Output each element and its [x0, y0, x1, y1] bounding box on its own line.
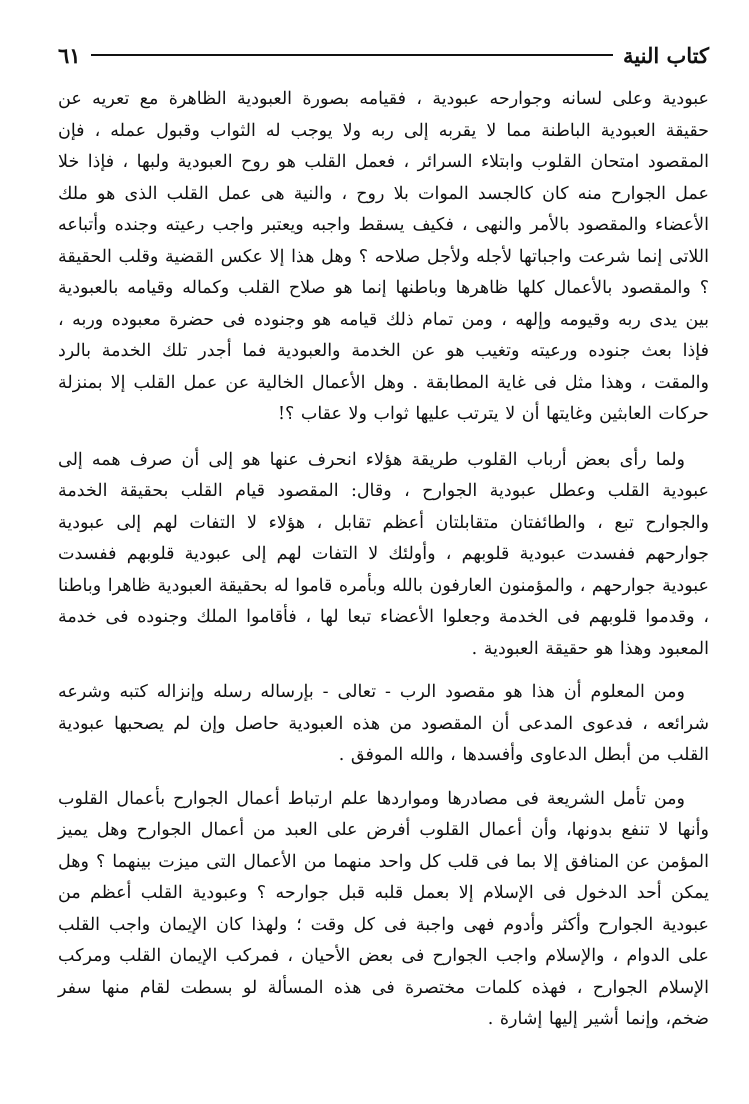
paragraph-2: ولما رأى بعض أرباب القلوب طريقة هؤلاء انحرف عنها هو إلى أن صرف همه إلى عبودية القلب وعطل عبودية الجوارح ، وقال: المقصود قيام القلب بحقيقة الخدمة والجوارح تبع ، والطائفتان متقابلتان أعظم تقابل ، هؤلاء لا التفات لهم إلى عبودية جوارحهم ففسدت عبودية قلوبهم ، وأولئك لا التفات لهم إلى عبودية قلوبهم ففسدت عبودية جوارحهم ، والمؤمنون العارفون بالله وبأمره قاموا له بحقيقة العبودية ظاهرا وباطنا ، وقدموا قلوبهم فى الخدمة وجعلوا الأعضاء تبعا لها ، فأقاموا الملك وجنوده فى خدمة المعبود وهذا هو حقيقة العبودية . [58, 449, 709, 659]
page-body [58, 84, 709, 1036]
page-number: ٦١ [58, 42, 81, 68]
paragraph-4: ومن تأمل الشريعة فى مصادرها ومواردها علم ارتباط أعمال الجوارح بأعمال القلوب وأنها لا تنفع بدونها، وأن أعمال القلوب أفرض على العبد من أعمال الجوارح وهل يميز المؤمن عن المنافق إلا بما فى قلب كل واحد منهما من الأعمال التى ميزت بينهما ؟ وهل يمكن أحد الدخول فى الإسلام إلا بعمل قلبه قبل جوارحه ؟ وعبودية القلب أعظم من عبودية الجوارح وأكثر وأدوم فهى واجبة فى كل وقت ؛ ولهذا كان الإيمان واجب القلب على الدوام ، والإسلام واجب الجوارح فى بعض الأحيان ، فمركب الإيمان القلب ومركب الإسلام الجوارح ، فهذه كلمات مختصرة فى هذه المسألة لو بسطت لقام منها سفر ضخم، وإنما أشير إليها إشارة . [58, 788, 709, 1029]
paragraph-3: ومن المعلوم أن هذا هو مقصود الرب - تعالى - بإرساله رسله وإنزاله كتبه وشرعه شرائعه ، فدعوى المدعى أن المقصود من هذه العبودية حاصل وإن لم يصحبها عبودية القلب من أبطل الدعاوى وأفسدها ، والله الموفق . [58, 682, 709, 765]
book-title: كتاب النية [623, 42, 709, 68]
page-header [58, 38, 709, 72]
header-rule [91, 54, 613, 56]
paragraph-1: عبودية وعلى لسانه وجوارحه عبودية ، فقيامه بصورة العبودية الظاهرة مع تعريه عن حقيقة العبودية الباطنة مما لا يقربه إلى ربه ولا يوجب له الثواب وقبول عمله ، فإن المقصود امتحان القلوب وابتلاء السرائر ، فعمل القلب هو روح العبودية ولبها ، فإذا خلا عمل الجوارح منه كان كالجسد الموات بلا روح ، والنية هى عمل القلب الذى هو ملك الأعضاء والمقصود بالأمر والنهى ، فكيف يسقط واجبه ويعتبر واجب رعيته وجنده وأتباعه اللاتى إنما شرعت واجباتها لأجله ولأجل صلاحه ؟ وهل هذا إلا عكس القضية وقلب الحقيقة ؟ والمقصود بالأعمال كلها ظاهرها وباطنها إنما هو صلاح القلب وكماله وقيامه بالعبودية بين يدى ربه وقيومه وإلهه ، ومن تمام ذلك قيامه هو وجنوده فى حضرة معبوده وربه ، فإذا بعث جنوده ورعيته وتغيب هو عن الخدمة والعبودية فما أجدر تلك الخدمة بالرد والمقت ، وهذا مثل فى غاية المطابقة . وهل الأعمال الخالية عن عمل القلب إلا بمنزلة حركات العابثين وغايتها أن لا يترتب عليها ثواب ولا عقاب ؟! [58, 89, 709, 424]
